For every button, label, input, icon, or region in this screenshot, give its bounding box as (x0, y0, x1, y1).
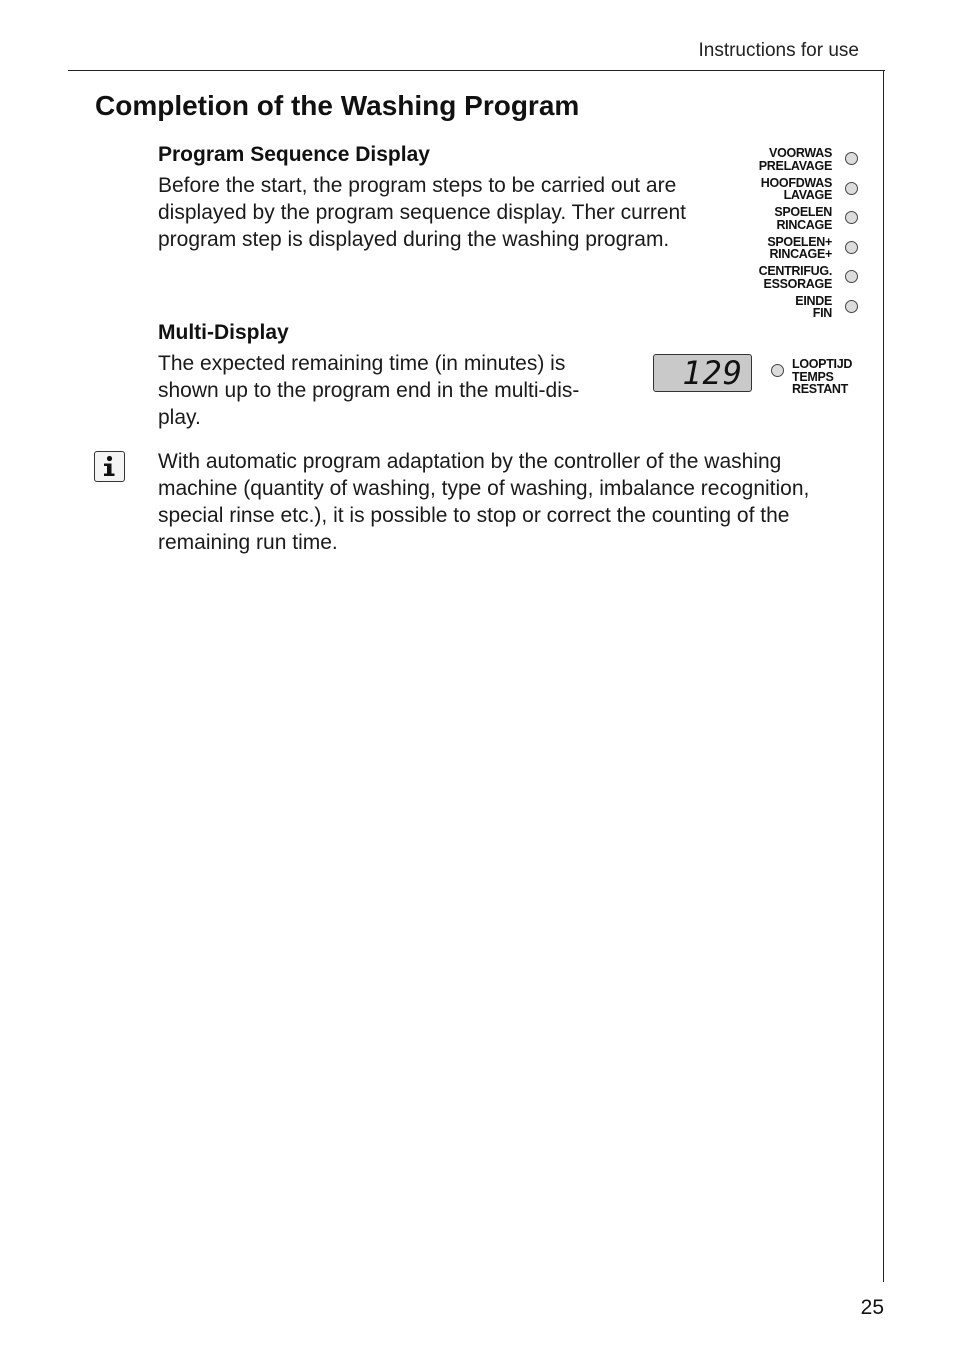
step-label-nl: EINDE (795, 293, 832, 308)
info-note-text (158, 448, 809, 556)
step-label (767, 236, 832, 261)
remaining-time-value: 129 (682, 354, 743, 392)
sequence-step-end (730, 294, 860, 324)
header-rule (68, 70, 885, 71)
multi-line: The expected remaining time (in minutes) is (158, 352, 566, 375)
remaining-time-label-line: RESTANT (792, 382, 848, 396)
remaining-time-label-line: TEMPS (792, 369, 834, 384)
led-indicator-icon (845, 152, 858, 165)
remaining-time-label (792, 358, 852, 396)
remaining-time-label-line: LOOPTIJD (792, 357, 853, 371)
step-label (761, 177, 832, 202)
multi-line: shown up to the program end in the multi-dis- (158, 379, 580, 402)
remaining-time-led-icon (771, 364, 784, 377)
step-label (774, 206, 832, 231)
sequence-line: program step is displayed during the washing program. (158, 228, 670, 251)
multi-display-screen (653, 354, 752, 392)
led-indicator-icon (845, 211, 858, 224)
step-label-fr: RINCAGE (776, 217, 832, 232)
step-label-fr: FIN (812, 306, 832, 320)
note-line: machine (quantity of washing, type of washing, imbalance recognition, (158, 477, 810, 500)
sequence-step-rinse-plus (730, 235, 860, 265)
sequence-line: displayed by the program sequence display. Ther current (158, 201, 687, 224)
side-rule (883, 70, 884, 1282)
led-indicator-icon (845, 241, 858, 254)
multi-line: play. (158, 406, 201, 429)
step-label-fr: LAVAGE (783, 188, 832, 202)
step-label-nl: HOOFDWAS (760, 175, 832, 190)
step-label-nl: VOORWAS (769, 146, 832, 160)
multi-display-text (158, 350, 579, 431)
led-indicator-icon (845, 182, 858, 195)
step-label-fr: RINCAGE+ (769, 247, 832, 261)
sequence-text (158, 172, 686, 253)
info-icon (94, 451, 125, 482)
note-line: remaining run time. (158, 531, 338, 554)
step-label-fr: ESSORAGE (763, 276, 832, 291)
sequence-heading: Program Sequence Display (158, 143, 430, 166)
note-line: With automatic program adaptation by the controller of the washing (158, 450, 782, 473)
sequence-step-mainwash (730, 176, 860, 206)
step-label-nl: SPOELEN (774, 205, 832, 219)
step-label-nl: SPOELEN+ (767, 234, 832, 249)
sequence-step-spin (730, 264, 860, 294)
sequence-step-rinse (730, 205, 860, 235)
sequence-step-prewash (730, 146, 860, 176)
running-header: Instructions for use (698, 40, 859, 61)
page-title: Completion of the Washing Program (95, 90, 580, 121)
step-label (795, 295, 832, 320)
note-line: special rinse etc.), it is possible to stop or correct the counting of the (158, 504, 790, 527)
step-label-nl: CENTRIFUG. (758, 264, 832, 278)
page-number: 25 (860, 1296, 884, 1319)
sequence-line: Before the start, the program steps to be carried out are (158, 174, 677, 197)
program-sequence-panel (730, 146, 860, 323)
step-label (759, 147, 832, 172)
step-label (759, 265, 832, 290)
step-label-fr: PRELAVAGE (758, 158, 832, 173)
multi-display-heading: Multi-Display (158, 321, 289, 344)
led-indicator-icon (845, 270, 858, 283)
led-indicator-icon (845, 300, 858, 313)
